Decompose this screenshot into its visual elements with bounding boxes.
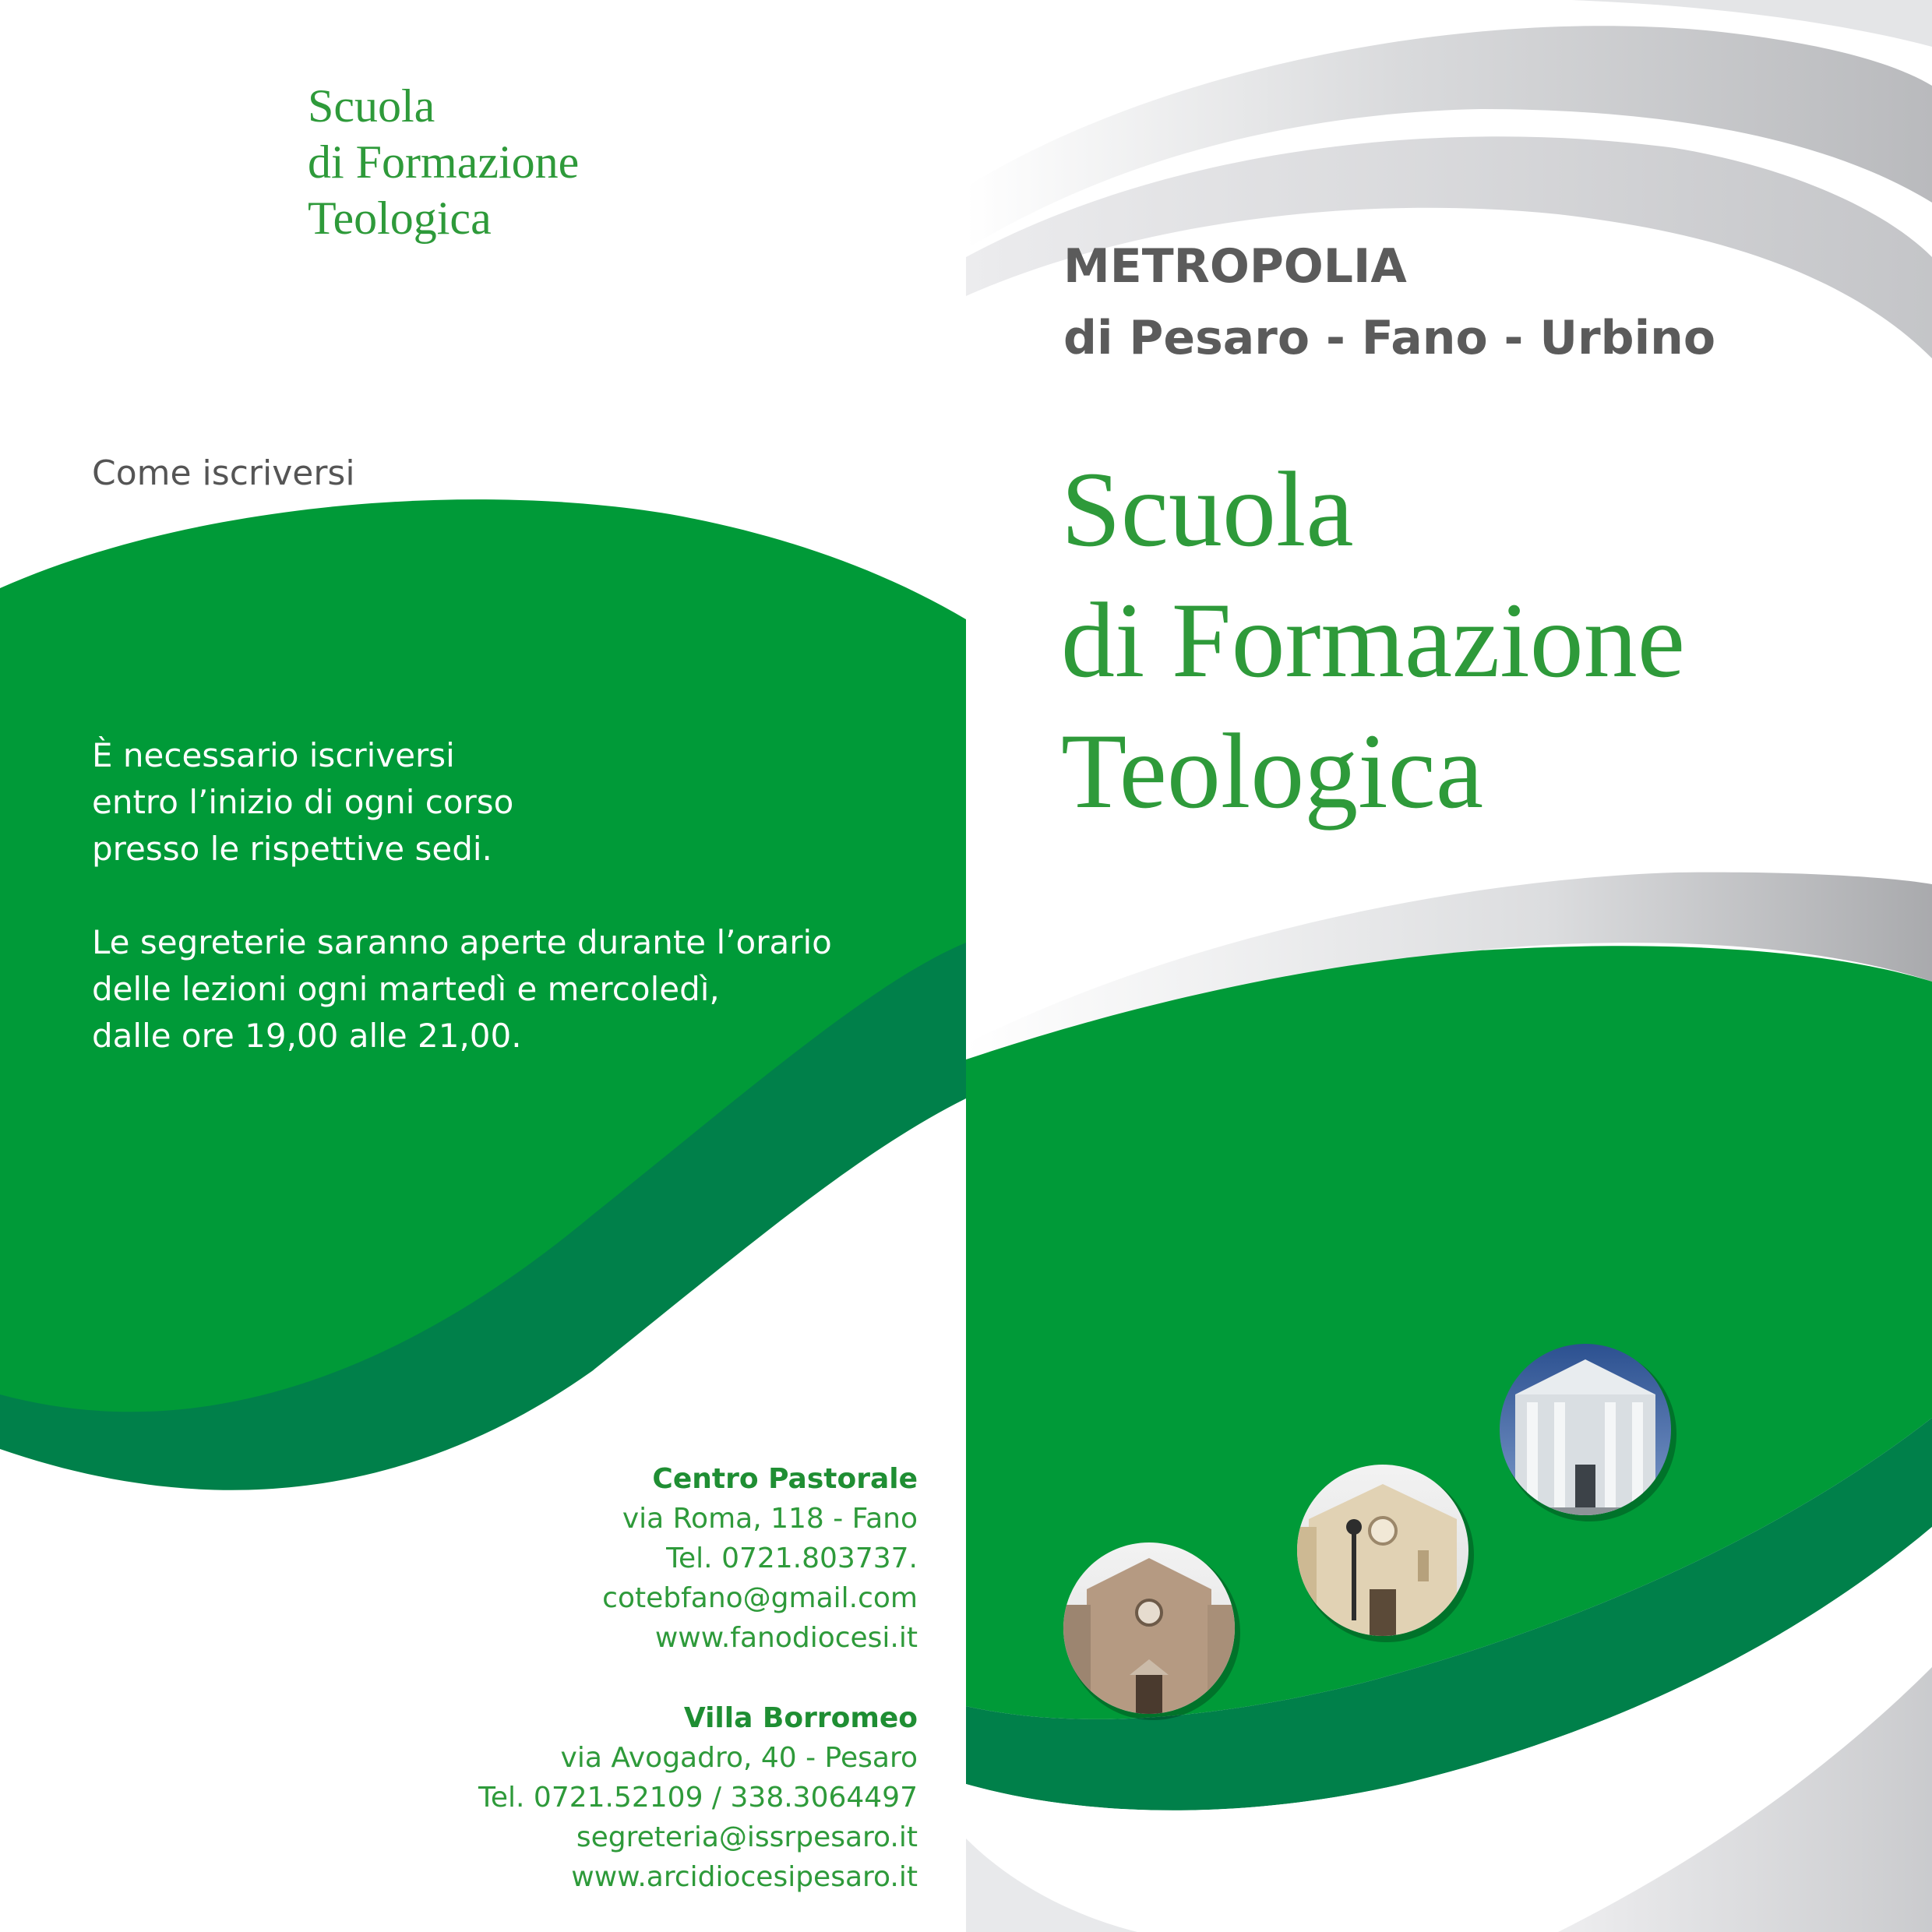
main-title-line-2: di Formazione — [1061, 580, 1685, 700]
contact-address: via Roma, 118 - Fano — [622, 1503, 918, 1535]
contact-phone[interactable]: Tel. 0721.52109 / 338.3064497 — [478, 1782, 918, 1814]
contact-website-link[interactable]: www.fanodiocesi.it — [654, 1622, 918, 1654]
contact-block-villa-borromeo — [478, 1698, 918, 1897]
contact-name: Centro Pastorale — [652, 1463, 918, 1495]
section-heading: Come iscriversi — [92, 453, 355, 493]
paragraph-line: dalle ore 19,00 alle 21,00. — [92, 1017, 522, 1055]
contact-email-link[interactable]: cotebfano@gmail.com — [602, 1582, 918, 1614]
enrollment-paragraph — [92, 732, 933, 873]
main-title-line-3: Teologica — [1061, 711, 1484, 830]
contact-email-link[interactable]: segreteria@issrpesaro.it — [576, 1821, 918, 1853]
contact-block-centro-pastorale — [602, 1459, 918, 1658]
paragraph-line: Le segreterie saranno aperte durante l’orario — [92, 923, 832, 961]
contact-name: Villa Borromeo — [683, 1702, 918, 1734]
logo-title-line-1: Scuola — [308, 80, 435, 132]
logo-title-line-2: di Formazione — [308, 136, 580, 188]
metropolia-header-line-2: di Pesaro - Fano - Urbino — [1063, 311, 1716, 365]
main-title — [1061, 444, 1902, 837]
contact-address: via Avogadro, 40 - Pesaro — [560, 1742, 918, 1774]
logo-title-line-3: Teologica — [308, 192, 492, 244]
paragraph-line: delle lezioni ogni martedì e mercoledì, — [92, 970, 720, 1008]
paragraph-line: È necessario iscriversi — [92, 736, 455, 774]
paragraph-line: presso le rispettive sedi. — [92, 830, 492, 868]
paragraph-line: entro l’inizio di ogni corso — [92, 783, 514, 821]
contact-website-link[interactable]: www.arcidiocesipesaro.it — [571, 1861, 918, 1893]
metropolia-header-line-1: METROPOLIA — [1063, 239, 1407, 294]
office-hours-paragraph — [92, 919, 933, 1059]
main-title-line-1: Scuola — [1061, 450, 1354, 569]
logo-title — [308, 78, 791, 246]
contact-phone[interactable]: Tel. 0721.803737. — [666, 1542, 918, 1574]
metropolia-header — [1063, 231, 1715, 374]
